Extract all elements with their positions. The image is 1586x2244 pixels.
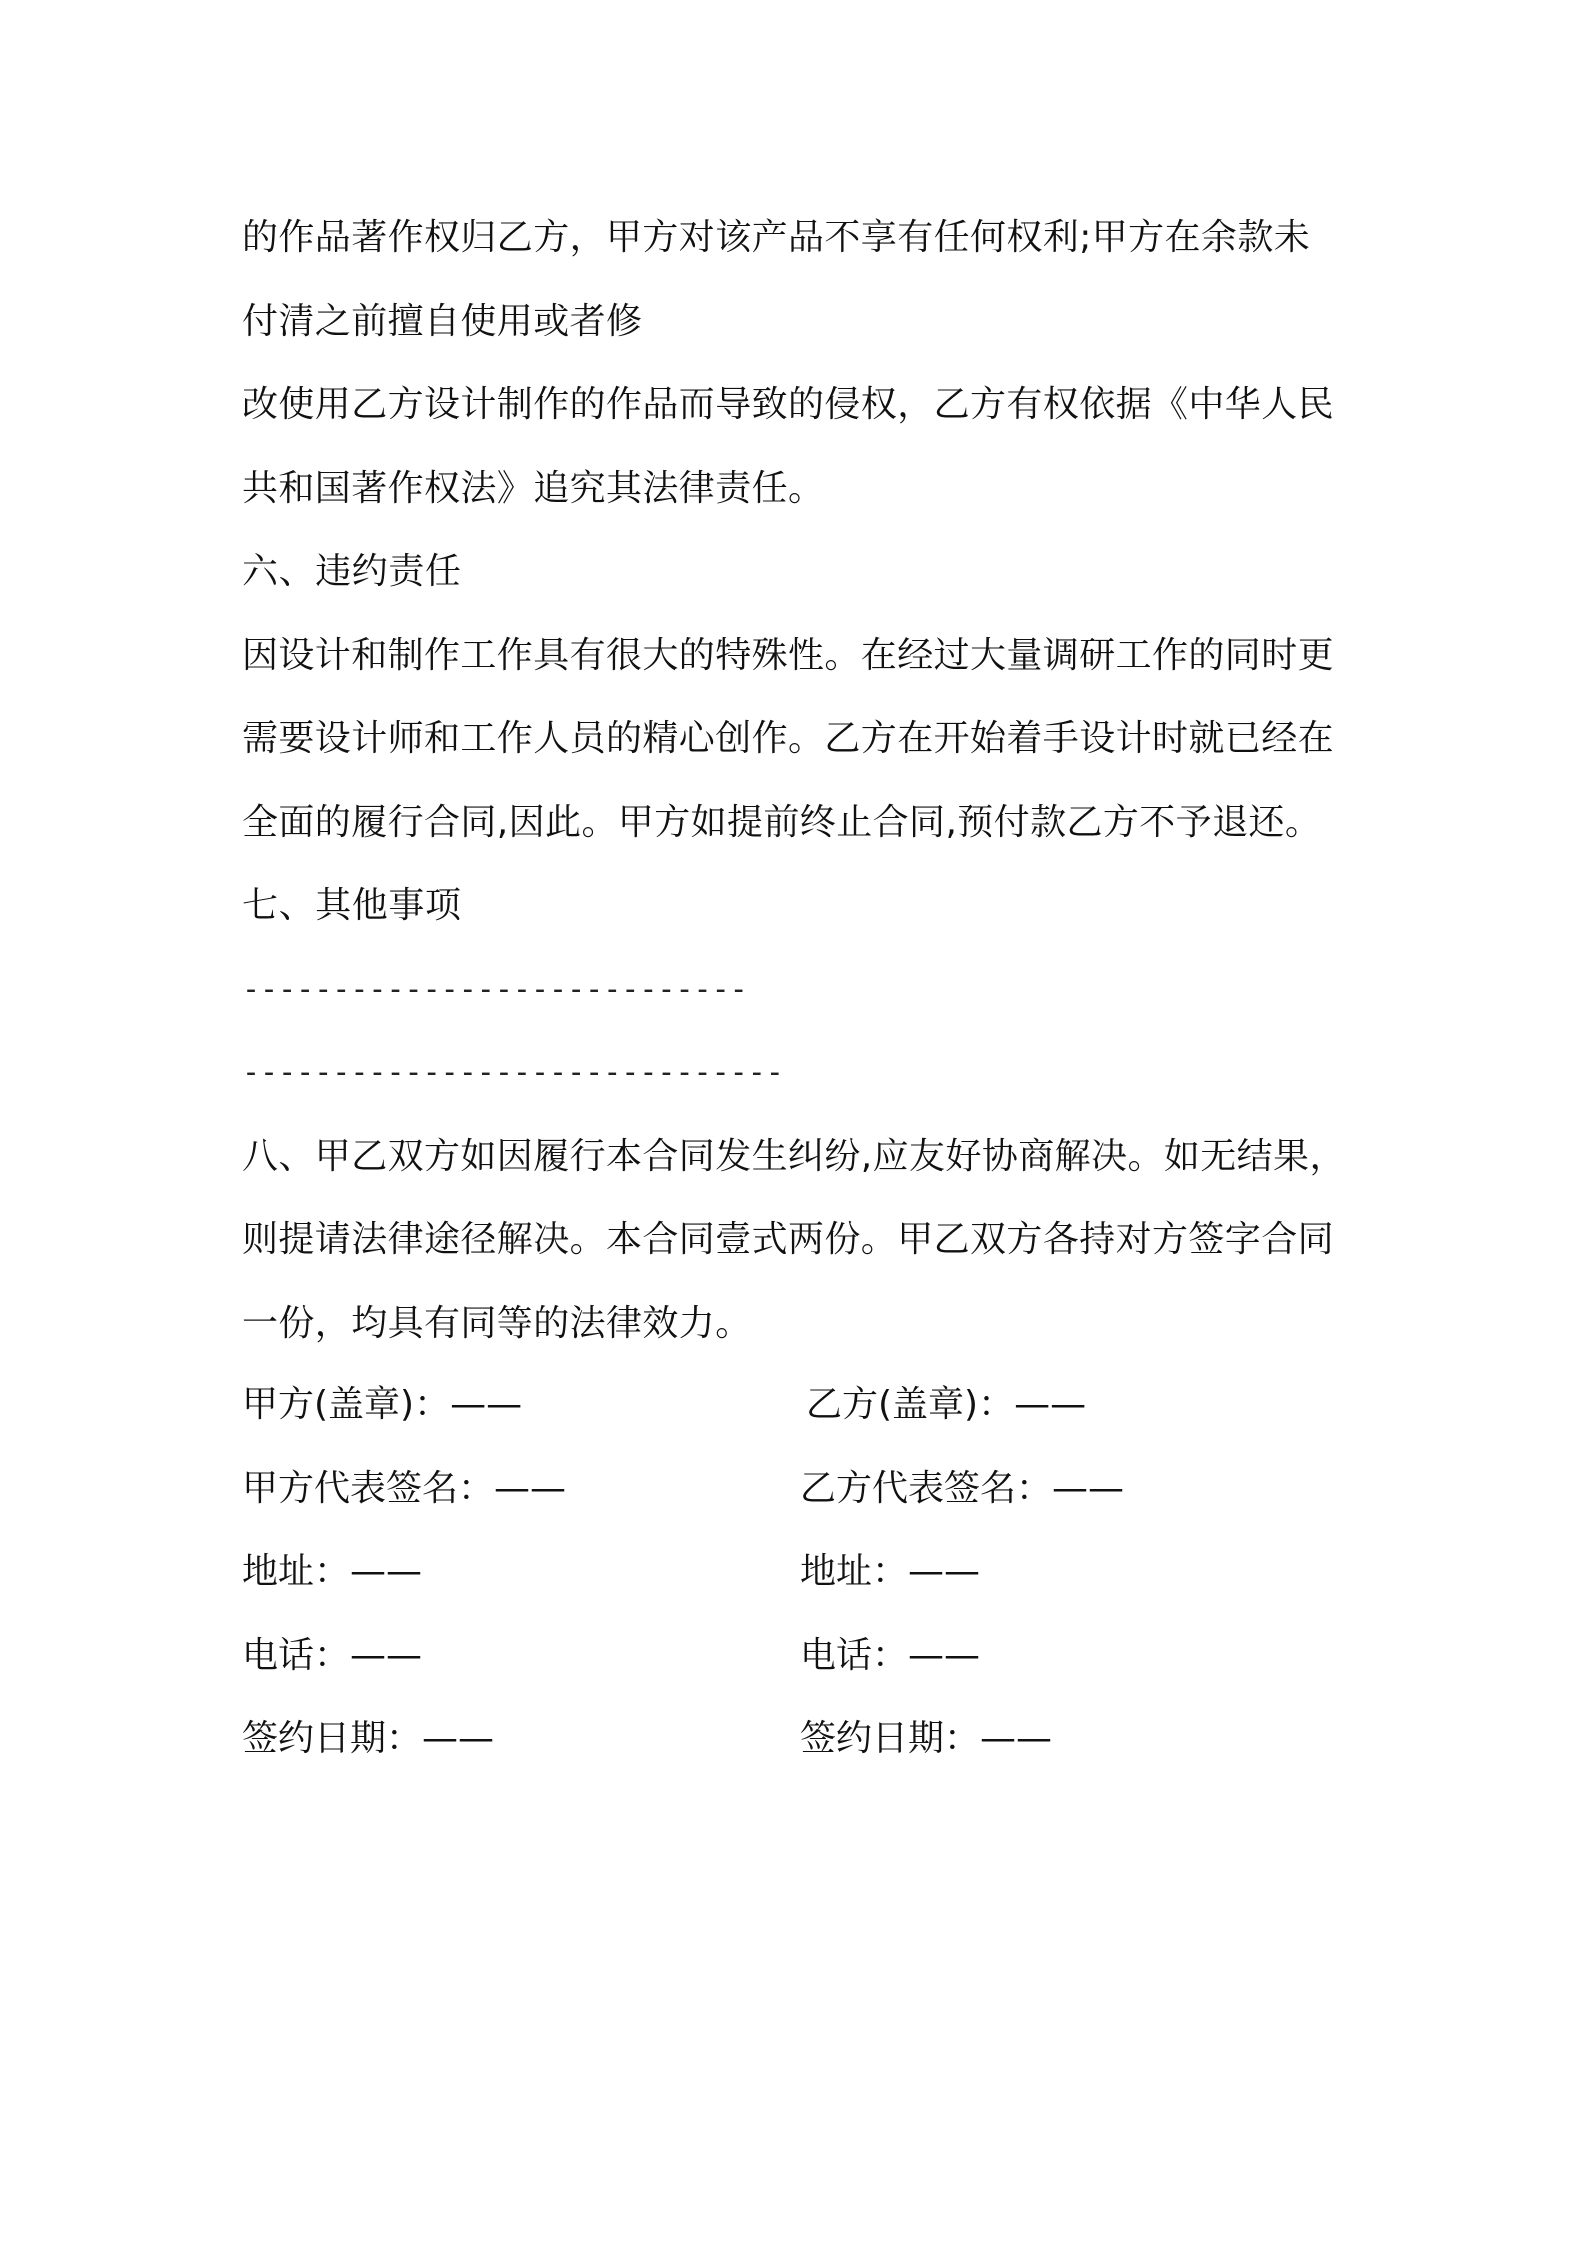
party-b-seal-field: 乙方(盖章)：—— xyxy=(806,1384,1087,1425)
signature-block xyxy=(242,1363,1372,1781)
paragraph-line: 共和国著作权法》追究其法律责任。 xyxy=(242,467,825,509)
section-8-line: 则提请法律途径解决。本合同壹式两份。甲乙双方各持对方签字合同 xyxy=(242,1219,1335,1260)
section-8-line: 一份，均具有同等的法律效力。 xyxy=(242,1302,752,1344)
section-6-line: 全面的履行合同,因此。甲方如提前终止合同,预付款乙方不予退还。 xyxy=(242,801,1322,843)
signature-row-representative xyxy=(242,1447,1372,1531)
party-b-date-field: 签约日期：—— xyxy=(800,1718,1053,1759)
paragraph-line: 改使用乙方设计制作的作品而导致的侵权，乙方有权依据《中华人民 xyxy=(242,384,1335,425)
signature-row-phone xyxy=(242,1614,1372,1698)
signature-row-address xyxy=(242,1530,1372,1614)
party-a-representative-field: 甲方代表签名：—— xyxy=(242,1467,567,1509)
paragraph-line: 付清之前擅自使用或者修 xyxy=(242,300,643,342)
party-a-address-field: 地址：—— xyxy=(242,1551,423,1592)
section-6-line: 因设计和制作工作具有很大的特殊性。在经过大量调研工作的同时更 xyxy=(242,634,1335,676)
signature-row-seal xyxy=(242,1363,1372,1447)
section-6-heading: 六、违约责任 xyxy=(242,551,462,592)
party-a-date-field: 签约日期：—— xyxy=(242,1718,495,1759)
signature-row-date xyxy=(242,1697,1372,1781)
paragraph-line: 的作品著作权归乙方，甲方对该产品不享有任何权利;甲方在余款未 xyxy=(242,217,1311,258)
party-a-phone-field: 电话：—— xyxy=(242,1634,423,1676)
blank-fill-line: ------------------------------ xyxy=(242,1055,784,1090)
party-a-seal-field: 甲方(盖章)：—— xyxy=(242,1384,523,1425)
party-b-representative-field: 乙方代表签名：—— xyxy=(800,1467,1125,1509)
contract-body xyxy=(242,196,1372,1365)
blank-fill-line: ---------------------------- xyxy=(242,971,748,1007)
section-8-line: 八、甲乙双方如因履行本合同发生纠纷,应友好协商解决。如无结果， xyxy=(242,1135,1346,1177)
party-b-address-field: 地址：—— xyxy=(800,1551,981,1592)
section-6-line: 需要设计师和工作人员的精心创作。乙方在开始着手设计时就已经在 xyxy=(242,718,1335,759)
section-7-heading: 七、其他事项 xyxy=(242,885,462,926)
party-b-phone-field: 电话：—— xyxy=(800,1634,981,1676)
